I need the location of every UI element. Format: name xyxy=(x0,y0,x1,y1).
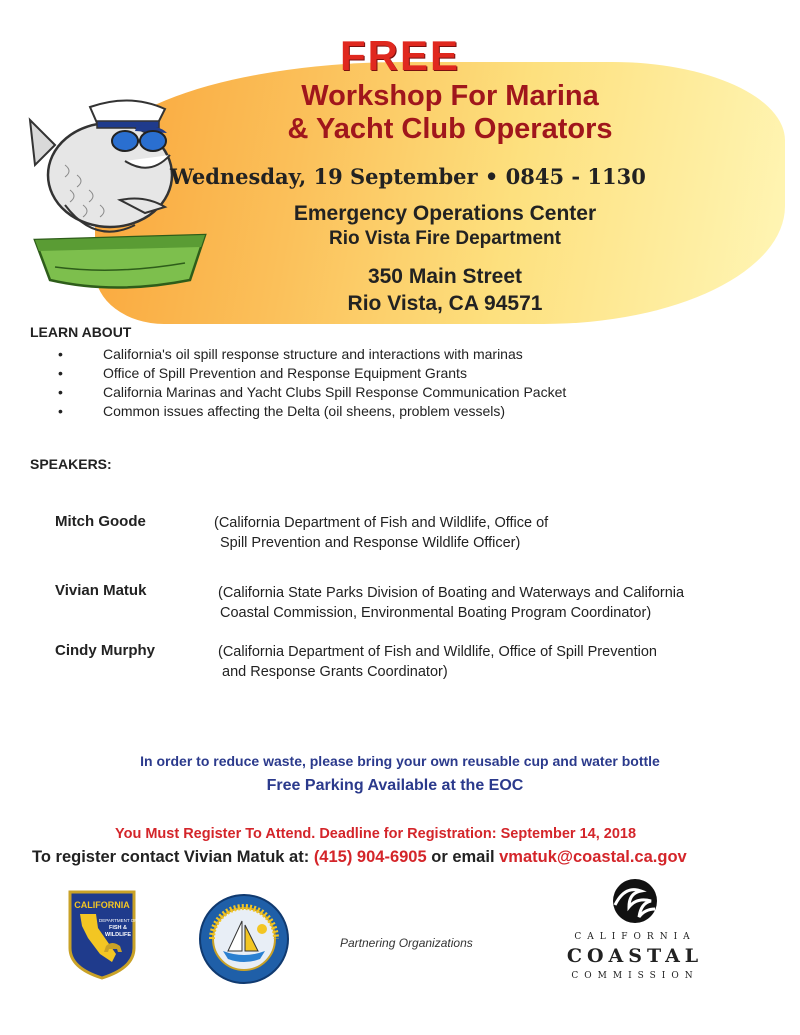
speaker-name-mitch-goode: Mitch Goode xyxy=(55,513,146,530)
registration-contact xyxy=(32,848,687,867)
learn-about-list xyxy=(30,345,770,421)
list-item: • California's oil spill response structure and interactions with marinas xyxy=(30,345,770,364)
contact-email-link[interactable]: vmatuk@coastal.ca.gov xyxy=(499,848,687,866)
svg-text:CALIFORNIA: CALIFORNIA xyxy=(74,900,130,910)
coastal-logo-california: CALIFORNIA xyxy=(574,932,696,942)
coastal-logo-commission: COMMISSION xyxy=(571,971,699,981)
cdfw-logo-icon xyxy=(66,888,138,980)
speaker-name-vivian-matuk: Vivian Matuk xyxy=(55,582,147,599)
location-department: Rio Vista Fire Department xyxy=(329,228,561,249)
coastal-logo-coastal: COASTAL xyxy=(566,945,704,967)
contact-prefix: To register contact Vivian Matuk at: xyxy=(32,848,310,866)
speakers-heading: SPEAKERS: xyxy=(30,456,112,472)
list-item: • Office of Spill Prevention and Response Equipment Grants xyxy=(30,364,770,383)
speaker-description-line: Coastal Commission, Environmental Boating Program Coordinator) xyxy=(220,605,652,621)
speaker-description-line: Spill Prevention and Response Wildlife Officer) xyxy=(220,535,521,551)
speaker-description xyxy=(218,642,657,682)
contact-phone[interactable]: (415) 904-6905 xyxy=(313,848,427,866)
svg-text:DEPARTMENT OF: DEPARTMENT OF xyxy=(98,918,138,923)
parking-note: Free Parking Available at the EOC xyxy=(266,777,524,794)
learn-about-heading: LEARN ABOUT xyxy=(30,324,132,340)
list-item: • Common issues affecting the Delta (oil sheens, problem vessels) xyxy=(30,402,770,421)
coastal-commission-wave-icon xyxy=(607,877,663,925)
free-heading: FREE xyxy=(339,32,460,79)
learn-about-section xyxy=(30,324,770,421)
speaker-description-line: (California Department of Fish and Wildlife, Office of xyxy=(214,515,549,531)
speaker-description-line: and Response Grants Coordinator) xyxy=(222,664,448,680)
registration-deadline: You Must Register To Attend. Deadline for Registration: September 14, 2018 xyxy=(115,826,637,842)
speaker-name-cindy-murphy: Cindy Murphy xyxy=(55,642,155,659)
event-date-time: Wednesday, 19 September • 0845 - 1130 xyxy=(170,164,646,189)
location-name: Emergency Operations Center xyxy=(293,202,597,225)
california-state-parks-boating-logo-icon xyxy=(198,893,290,985)
list-item: • California Marinas and Yacht Clubs Spill Response Communication Packet xyxy=(30,383,770,402)
reusable-cup-note: In order to reduce waste, please bring your own reusable cup and water bottle xyxy=(140,753,660,769)
speaker-description-line: (California State Parks Division of Boating and Waterways and California xyxy=(218,585,685,601)
speaker-description xyxy=(214,513,548,553)
contact-or-email: or email xyxy=(431,848,495,866)
speaker-description-line: (California Department of Fish and Wildlife, Office of Spill Prevention xyxy=(218,644,657,660)
speaker-description xyxy=(218,583,684,623)
workshop-title-line-1: Workshop For Marina xyxy=(301,80,599,112)
workshop-title-line-2: & Yacht Club Operators xyxy=(287,113,613,145)
svg-text:WILDLIFE: WILDLIFE xyxy=(105,932,131,938)
address-street: 350 Main Street xyxy=(367,265,523,288)
partnering-organizations-label: Partnering Organizations xyxy=(340,936,473,950)
svg-text:FISH &: FISH & xyxy=(108,925,128,931)
address-city: Rio Vista, CA 94571 xyxy=(347,292,543,315)
